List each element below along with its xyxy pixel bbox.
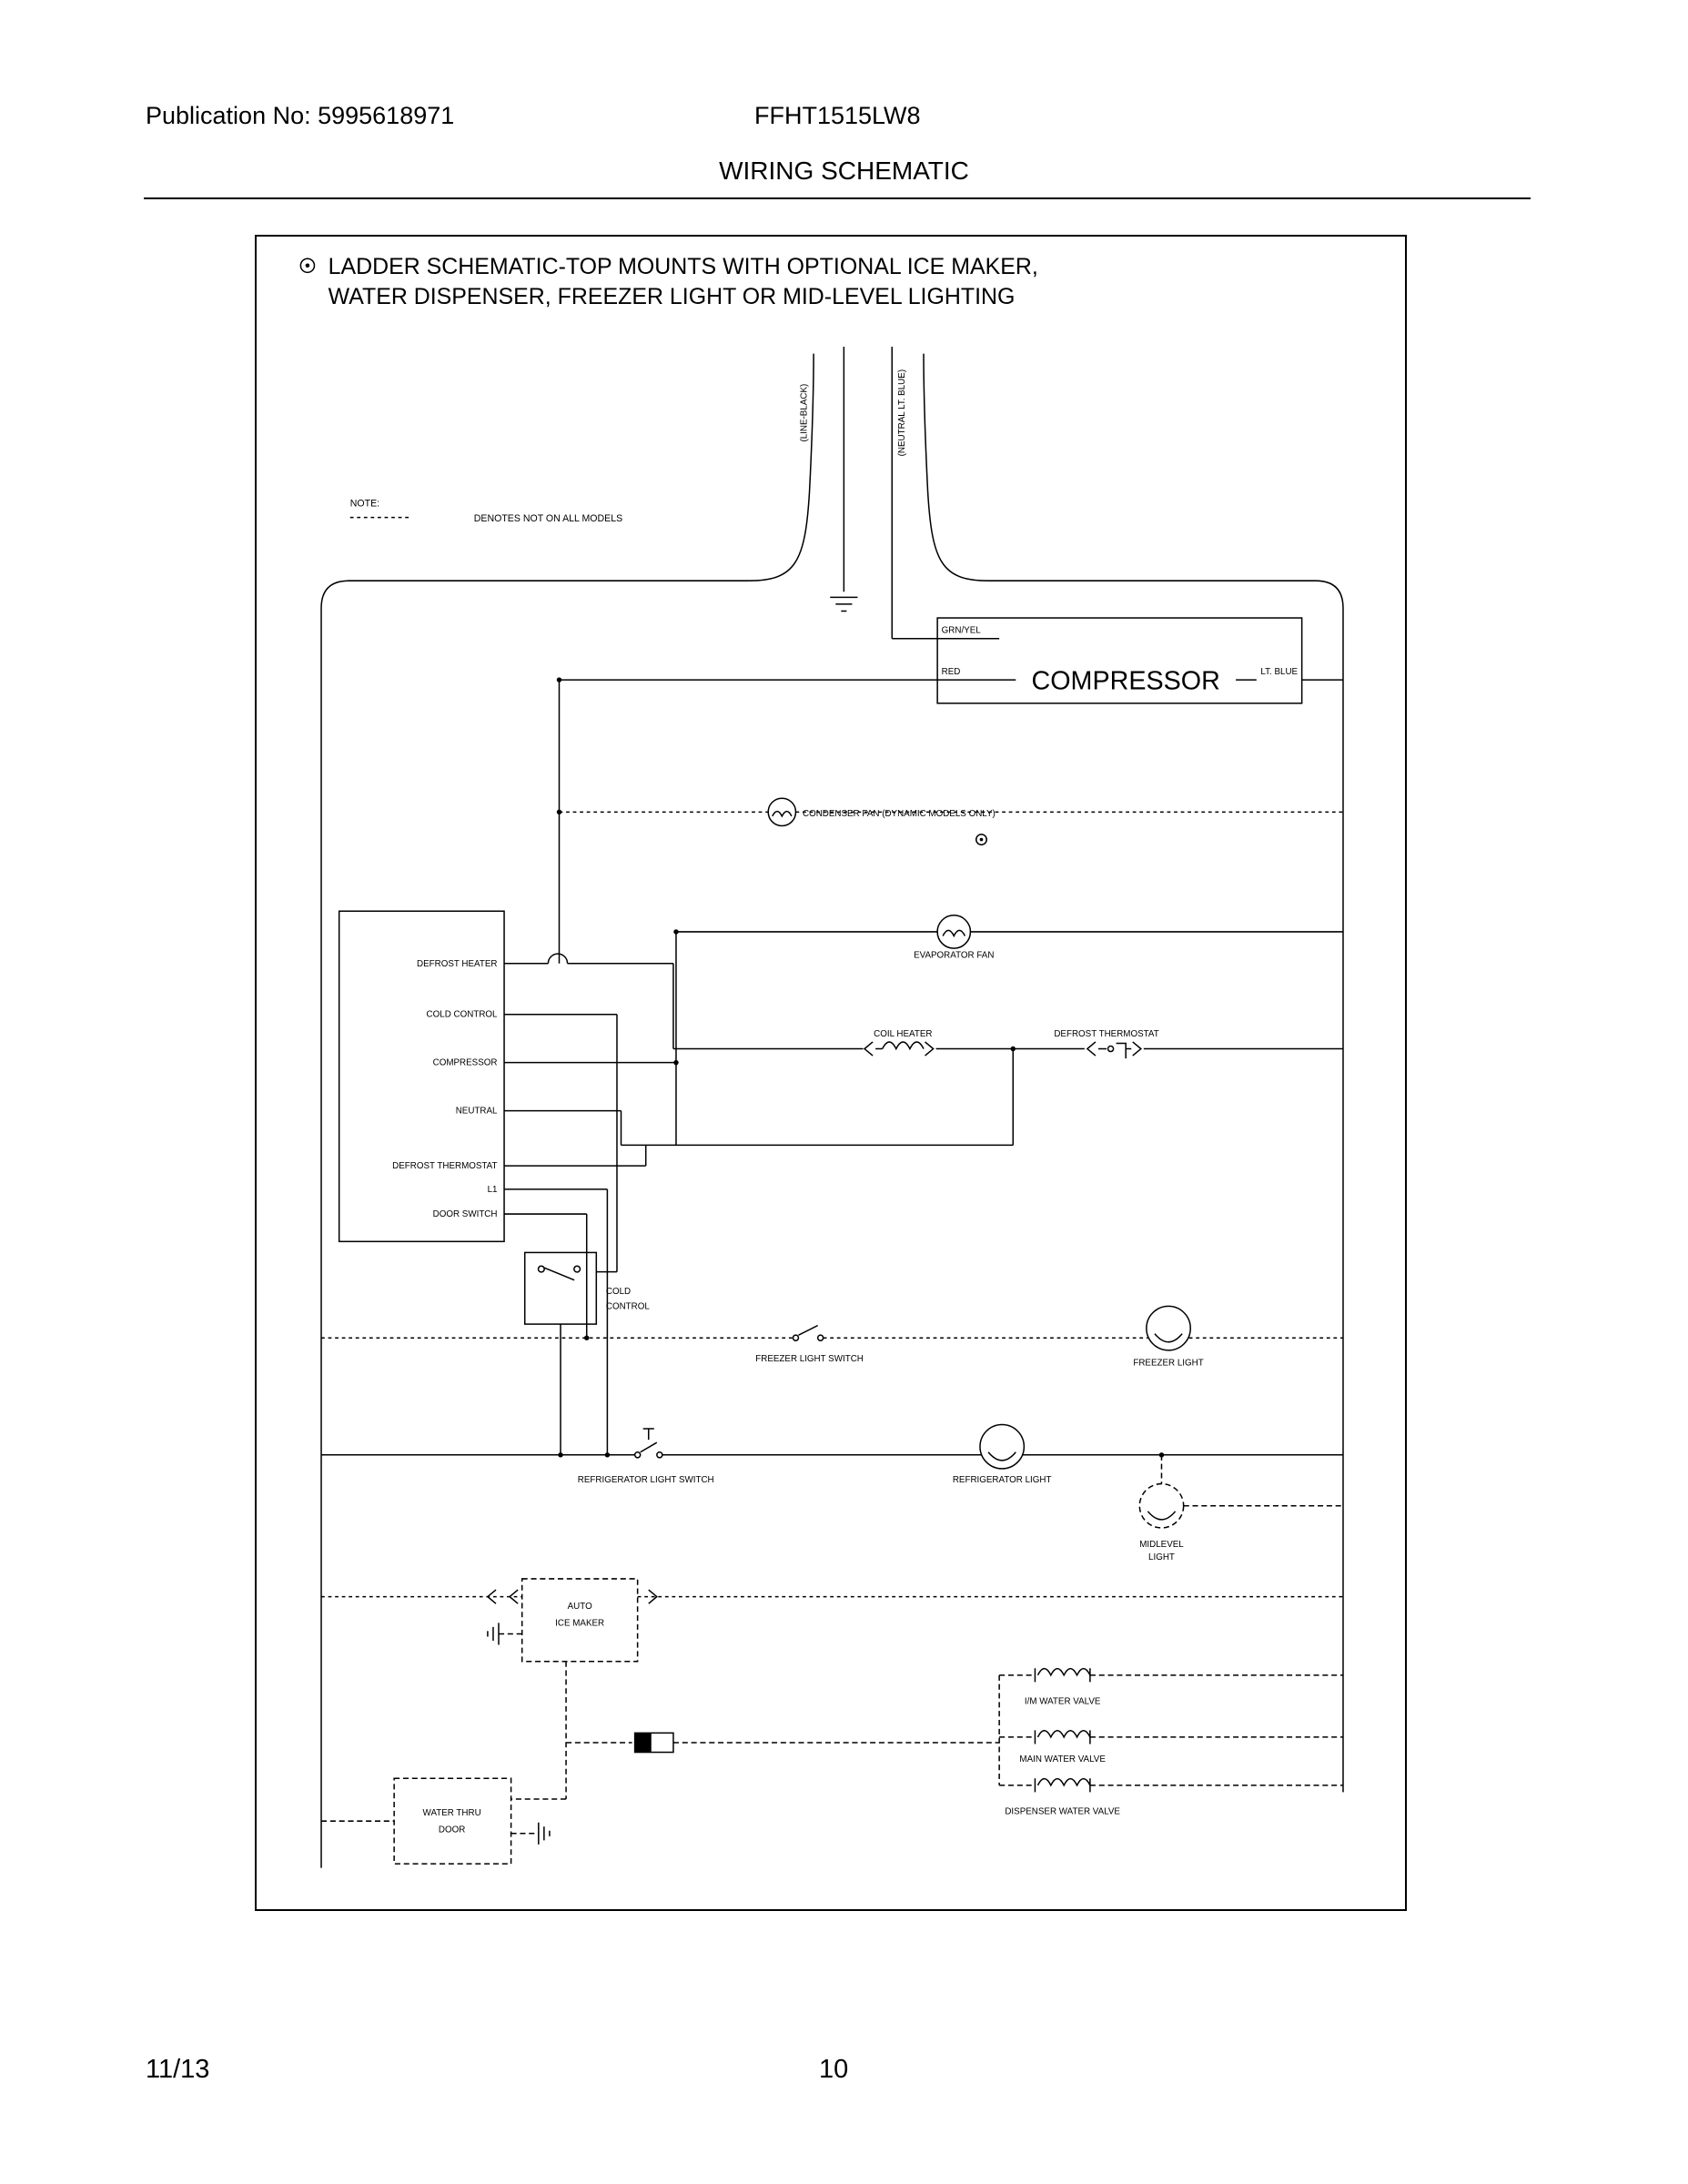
condenser-fan [557, 798, 1343, 844]
coil-heater-label: COIL HEATER [874, 1028, 933, 1039]
defrost-circuit [673, 1029, 1343, 1058]
condenser-fan-label: CONDENSER FAN (DYNAMIC MODELS ONLY) [803, 808, 996, 819]
note-text: DENOTES NOT ON ALL MODELS [473, 513, 623, 525]
lt-blue-label: LT. BLUE [1260, 667, 1299, 678]
water-thru-door-label-1: WATER THRU [422, 1808, 481, 1819]
terminal-defrost-heater: DEFROST HEATER [417, 958, 498, 969]
freezer-light-icon [1147, 1306, 1190, 1350]
defrost-thermostat-label: DEFROST THERMOSTAT [1054, 1028, 1159, 1039]
schematic-title-line1: LADDER SCHEMATIC-TOP MOUNTS WITH OPTIONAL ICE MAKER, [328, 253, 1038, 279]
terminal-compressor: COMPRESSOR [432, 1057, 498, 1068]
connector-left-icon [1087, 1042, 1096, 1056]
page-title: WIRING SCHEMATIC [719, 157, 969, 185]
terminal-l1: L1 [487, 1184, 498, 1195]
water-thru-door [321, 1778, 550, 1864]
midlevel-light-label-2: LIGHT [1148, 1552, 1175, 1562]
freezer-light-switch-icon [793, 1335, 798, 1340]
auto-ice-maker [321, 1579, 1343, 1799]
im-water-valve-label: I/M WATER VALVE [1024, 1696, 1101, 1707]
footer-page-number: 10 [819, 2055, 849, 2084]
evaporator-fan-label: EVAPORATOR FAN [914, 950, 995, 961]
cold-control-label-1: COLD [605, 1286, 632, 1297]
schematic-title-line2: WATER DISPENSER, FREEZER LIGHT OR MID-LEVEL LIGHTING [328, 284, 1016, 310]
publication-number: Publication No: 5995618971 [146, 102, 455, 129]
water-valves [999, 1668, 1343, 1816]
dispenser-water-valve-label: DISPENSER WATER VALVE [1005, 1806, 1120, 1817]
power-wires [800, 347, 1000, 639]
water-thru-door-box [394, 1778, 510, 1864]
schematic-frame [255, 235, 1407, 1911]
cold-control-label-2: CONTROL [605, 1301, 650, 1312]
dispenser-water-valve-coil-icon [1035, 1778, 1089, 1792]
wiring-schematic-svg [257, 237, 1405, 1909]
note-legend [350, 498, 622, 524]
main-water-valve-label: MAIN WATER VALVE [1019, 1754, 1106, 1765]
freezer-light-circuit [321, 1306, 1343, 1368]
connector-left-icon [864, 1042, 873, 1056]
defrost-thermostat-icon [1108, 1046, 1114, 1052]
evaporator-fan-icon [937, 915, 970, 948]
refrigerator-light-icon [980, 1425, 1024, 1469]
coil-heater-icon [875, 1042, 924, 1049]
ground-icon [539, 1823, 550, 1845]
refrigerator-light-label: REFRIGERATOR LIGHT [952, 1475, 1052, 1486]
terminal-neutral: NEUTRAL [455, 1106, 498, 1117]
refrigerator-light-switch-icon [635, 1452, 641, 1458]
terminal-cold-control: COLD CONTROL [426, 1009, 498, 1020]
grn-yel-label: GRN/YEL [941, 625, 981, 636]
connector-right-icon [925, 1042, 934, 1056]
freezer-light-label: FREEZER LIGHT [1133, 1358, 1204, 1369]
ice-maker-label-1: AUTO [567, 1602, 592, 1613]
bullet-dot-icon [306, 263, 310, 268]
main-water-valve-coil-icon [1035, 1730, 1089, 1744]
freezer-light-switch-label: FREEZER LIGHT SWITCH [755, 1353, 864, 1364]
midlevel-light-icon [1139, 1484, 1183, 1528]
schematic-title [300, 254, 1037, 309]
ground-icon [830, 597, 857, 611]
note-label: NOTE: [349, 498, 380, 510]
line-black-label: (LINE-BLACK) [799, 383, 810, 442]
refrigerator-light-switch-label: REFRIGERATOR LIGHT SWITCH [577, 1475, 714, 1486]
cold-control [525, 1252, 651, 1454]
neutral-label: (NEUTRAL LT. BLUE) [896, 369, 907, 457]
connector-right-icon [1133, 1042, 1141, 1056]
compressor-label: COMPRESSOR [1031, 666, 1220, 696]
model-number: FFHT1515LW8 [754, 102, 921, 129]
refrigerator-light-circuit [321, 1425, 1343, 1486]
condenser-fan-icon [768, 798, 795, 825]
terminal-door-switch: DOOR SWITCH [432, 1209, 498, 1220]
ice-maker-label-2: ICE MAKER [555, 1618, 605, 1629]
header-rule [144, 197, 1531, 199]
ground-icon [488, 1623, 499, 1644]
evaporator-fan [673, 915, 1343, 1146]
red-label: RED [941, 667, 961, 678]
compressor [557, 618, 1343, 964]
switch-blade-icon [544, 1268, 574, 1280]
terminal-defrost-thermostat: DEFROST THERMOSTAT [392, 1161, 498, 1172]
midlevel-light-label-1: MIDLEVEL [1139, 1540, 1184, 1551]
footer-date: 11/13 [146, 2055, 210, 2084]
im-water-valve-coil-icon [1035, 1668, 1089, 1682]
water-thru-door-label-2: DOOR [438, 1825, 466, 1835]
midlevel-light [1139, 1452, 1343, 1562]
